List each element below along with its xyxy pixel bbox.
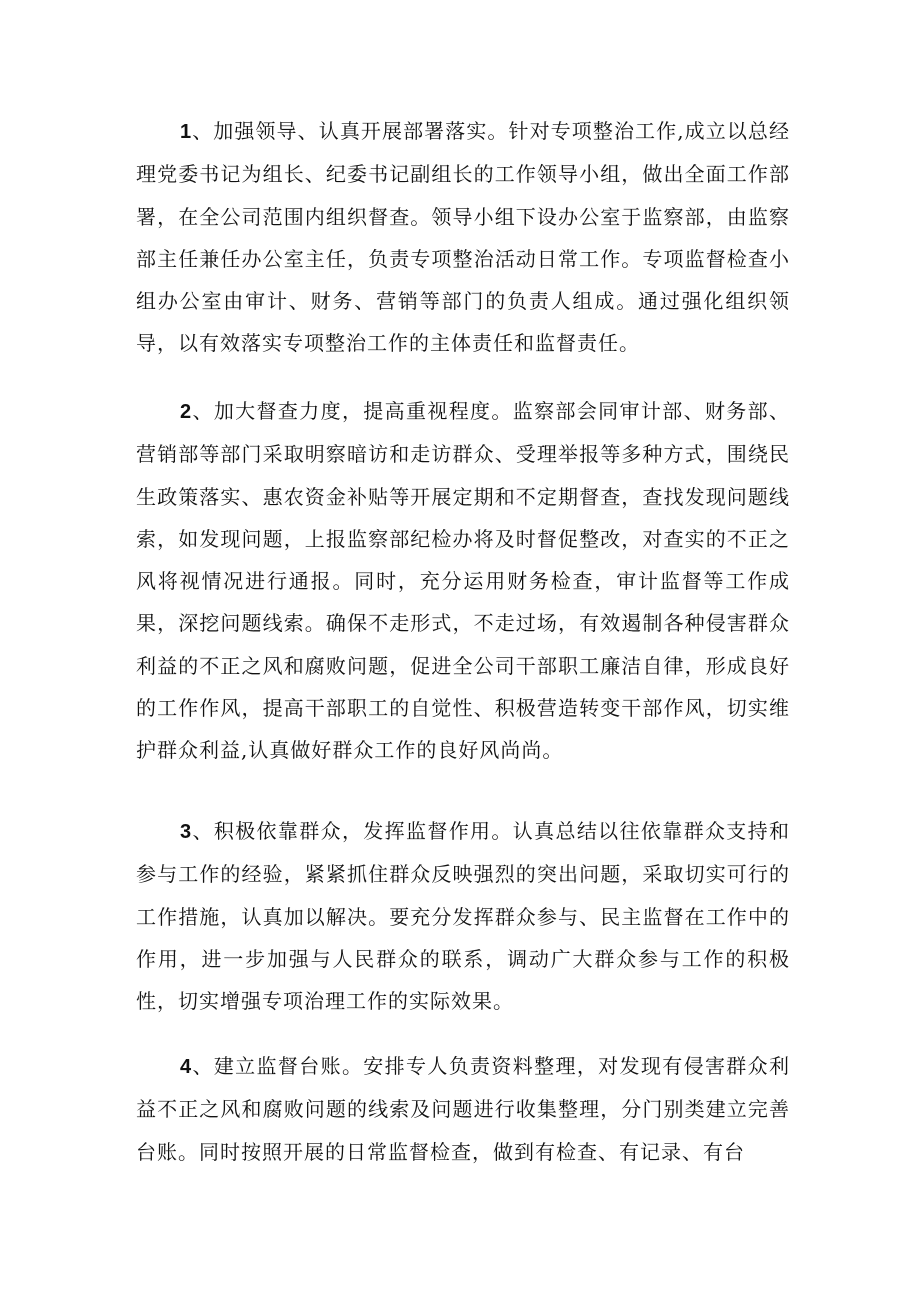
paragraph-2-text: 、加大督查力度，提高重视程度。监察部会同审计部、财务部、营销部等部门采取明察暗访和走访群众、受理举报等多种方式，围绕民生政策落实、惠农资金补贴等开展定期和不定期督查，查找发现问题线索，如发现问题，上报监察部纪检办将及时督促整改，对查实的不正之风将视情况进行通报。同时，充分运用财务检查，审计监督等工作成果，深挖问题线索。确保不走形式，不走过场，有效遏制各种侵害群众利益的不正之风和腐败问题，促进全公司干部职工廉洁自律，形成良好的工作作风，提高干部职工的自觉性、积极营造转变干部作风，切实维护群众利益,认真做好群众工作的良好风尚尚。 [136,399,790,763]
paragraph-4-number: 4 [180,1056,193,1078]
paragraph-3 [136,810,790,1022]
paragraph-1-text: 、加强领导、认真开展部署落实。针对专项整治工作,成立以总经理党委书记为组长、纪委书记副组长的工作领导小组，做出全面工作部署，在全公司范围内组织督查。领导小组下设办公室于监察部，由监察部主任兼任办公室主任，负责专项整治活动日常工作。专项监督检查小组办公室由审计、财务、营销等部门的负责人组成。通过强化组织领导，以有效落实专项整治工作的主体责任和监督责任。 [136,119,790,356]
paragraph-2 [136,390,790,772]
paragraph-3-text: 、积极依靠群众，发挥监督作用。认真总结以往依靠群众支持和参与工作的经验，紧紧抓住群众反映强烈的突出问题，采取切实可行的工作措施，认真加以解决。要充分发挥群众参与、民主监督在工作中的作用，进一步加强与人民群众的联系，调动广大群众参与工作的积极性，切实增强专项治理工作的实际效果。 [136,819,790,1014]
paragraph-3-number: 3 [180,821,193,843]
paragraph-2-number: 2 [180,401,193,423]
paragraph-4-text: 、建立监督台账。安排专人负责资料整理，对发现有侵害群众利益不正之风和腐败问题的线索及问题进行收集整理，分门别类建立完善台账。同时按照开展的日常监督检查，做到有检查、有记录、有台 [136,1054,790,1164]
paragraph-1-number: 1 [180,121,193,143]
paragraph-4 [136,1045,790,1173]
paragraph-1 [136,110,790,365]
